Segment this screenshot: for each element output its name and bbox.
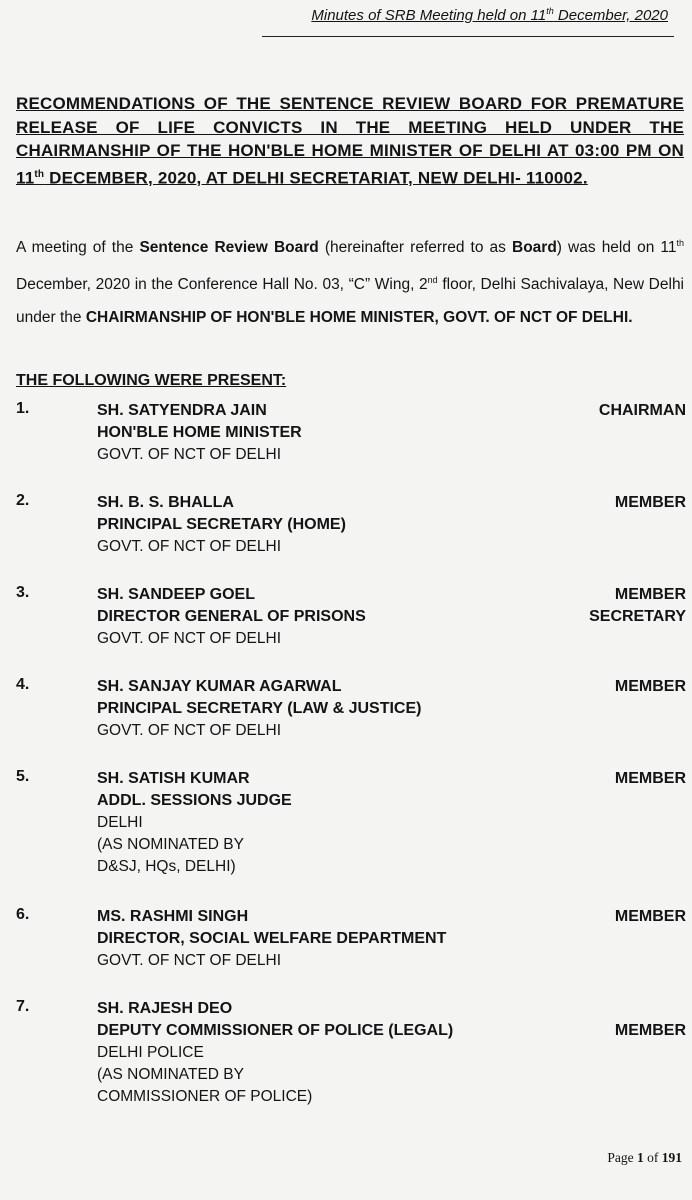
member-details [97, 998, 577, 1108]
member-number: 6. [16, 906, 30, 923]
member-designation: DEPUTY COMMISSIONER OF POLICE (LEGAL) [97, 1022, 454, 1039]
page-footer: Page 1 of 191 [607, 1150, 682, 1165]
member-role [615, 1020, 686, 1042]
member-role [615, 906, 686, 928]
member-role [589, 584, 686, 628]
member-organization: DELHI [97, 814, 143, 831]
member-role-line: MEMBER [614, 1022, 686, 1039]
member-role-line: MEMBER [614, 494, 686, 511]
page-header: Minutes of SRB Meeting held on 11th December, 2020 [311, 6, 668, 24]
member-organization: (AS NOMINATED BY [97, 1066, 244, 1083]
member-number: 7. [16, 998, 30, 1015]
member-organization: D&SJ, HQs, DELHI) [97, 858, 236, 875]
member-organization: DELHI POLICE [97, 1044, 204, 1061]
member-number: 3. [16, 584, 30, 601]
member-designation: DIRECTOR GENERAL OF PRISONS [97, 608, 366, 625]
member-name: MS. RASHMI SINGH [97, 908, 249, 925]
document-title: RECOMMENDATIONS OF THE SENTENCE REVIEW BOARD FOR PREMATURE RELEASE OF LIFE CONVICTS IN THE MEETING HELD UNDER THE CHAIRMANSHIP OF THE HON'BLE HOME MINISTER OF DELHI AT 03:00 PM ON 11th DECEMBER, 2020, AT DELHI SECRETARIAT, NEW DELHI- 110002. [16, 94, 684, 188]
member-role-line: MEMBER [614, 908, 686, 925]
member-designation: PRINCIPAL SECRETARY (HOME) [97, 516, 346, 533]
member-role [599, 400, 686, 422]
member-role-line: SECRETARY [589, 608, 686, 625]
member-role-line: MEMBER [614, 586, 686, 603]
member-name: SH. SATISH KUMAR [97, 770, 250, 787]
member-number: 1. [16, 400, 30, 417]
member-name: SH. SATYENDRA JAIN [97, 402, 267, 419]
member-number: 2. [16, 492, 30, 509]
member-details [97, 676, 577, 742]
member-organization: GOVT. OF NCT OF DELHI [97, 630, 282, 647]
member-role [615, 492, 686, 514]
intro-paragraph: A meeting of the Sentence Review Board (hereinafter referred to as Board) was held on 11th December, 2020 in the Conference Hall No. 03, “C” Wing, 2nd floor, Delhi Sachivalaya, New Delhi under the CHAIRMANSHIP OF HON'BLE HOME MINISTER, GOVT. OF NCT OF DELHI. [16, 238, 685, 327]
member-name: SH. SANDEEP GOEL [97, 586, 255, 603]
member-role-line: MEMBER [614, 678, 686, 695]
member-organization: GOVT. OF NCT OF DELHI [97, 446, 282, 463]
member-organization: GOVT. OF NCT OF DELHI [97, 952, 282, 969]
header-rule [262, 36, 674, 37]
member-role [615, 768, 686, 790]
member-designation: PRINCIPAL SECRETARY (LAW & JUSTICE) [97, 700, 422, 717]
member-details [97, 400, 577, 466]
member-name: SH. RAJESH DEO [97, 1000, 233, 1017]
member-details [97, 584, 577, 650]
member-role-line: MEMBER [614, 770, 686, 787]
member-name: SH. SANJAY KUMAR AGARWAL [97, 678, 342, 695]
member-designation: ADDL. SESSIONS JUDGE [97, 792, 292, 809]
member-number: 4. [16, 676, 30, 693]
member-details [97, 906, 577, 972]
member-number: 5. [16, 768, 30, 785]
present-heading: THE FOLLOWING WERE PRESENT: [16, 372, 287, 389]
member-organization: GOVT. OF NCT OF DELHI [97, 722, 282, 739]
member-organization: (AS NOMINATED BY [97, 836, 244, 853]
member-organization: COMMISSIONER OF POLICE) [97, 1088, 313, 1105]
member-details [97, 768, 577, 878]
member-role [615, 676, 686, 698]
member-details [97, 492, 577, 558]
member-designation: DIRECTOR, SOCIAL WELFARE DEPARTMENT [97, 930, 447, 947]
member-designation: HON'BLE HOME MINISTER [97, 424, 302, 441]
member-name: SH. B. S. BHALLA [97, 494, 234, 511]
member-organization: GOVT. OF NCT OF DELHI [97, 538, 282, 555]
member-role-line: CHAIRMAN [598, 402, 686, 419]
